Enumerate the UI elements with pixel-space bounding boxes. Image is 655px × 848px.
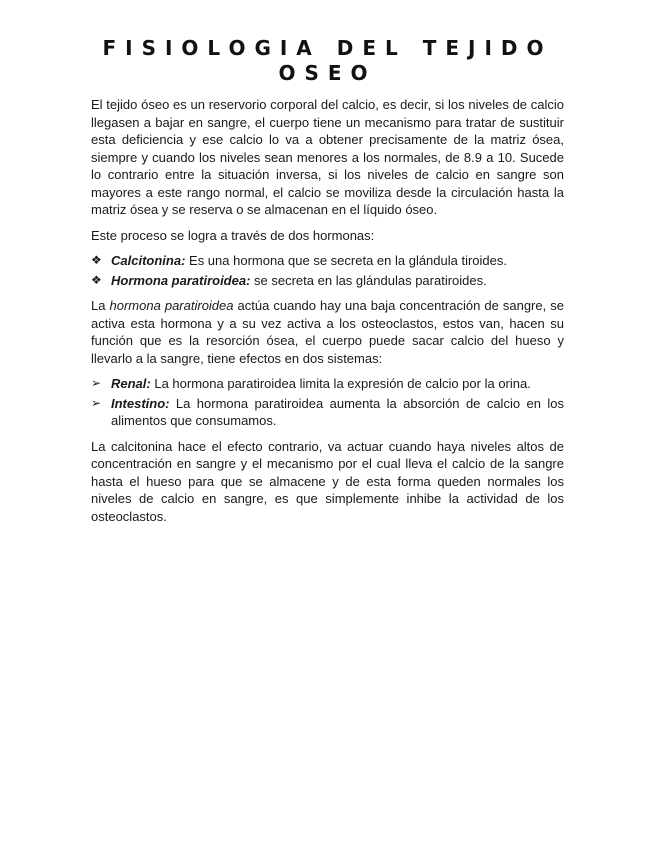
diamond-bullet-icon: ❖	[91, 253, 102, 267]
pth-lead: La	[91, 298, 110, 313]
system-description: La hormona paratiroidea aumenta la absorción de calcio en los alimentos que consumamos.	[111, 395, 564, 428]
list-item	[91, 375, 564, 393]
hormone-description: Es una hormona que se secreta en la glándula tiroides.	[185, 253, 507, 268]
hormone-term: Calcitonina:	[111, 253, 186, 268]
pth-emphasis: hormona paratiroidea	[109, 298, 234, 313]
arrow-bullet-icon: ➢	[91, 395, 102, 410]
list-item	[91, 272, 564, 290]
systems-list	[91, 375, 564, 430]
page-title: FISIOLOGIA DEL TEJIDO OSEO	[102, 36, 553, 85]
arrow-bullet-icon: ➢	[91, 376, 102, 390]
system-term: Intestino:	[111, 395, 170, 411]
list-item	[91, 395, 564, 430]
hormone-description: se secreta en las glándulas paratiroides.	[250, 272, 487, 288]
system-term: Renal:	[111, 376, 151, 391]
hormones-intro: Este proceso se logra a través de dos hormonas:	[91, 227, 375, 243]
pth-paragraph	[91, 297, 564, 367]
hormone-term: Hormona paratiroidea:	[111, 272, 251, 288]
calcitonin-paragraph: La calcitonina hace el efecto contrario, va actuar cuando haya niveles altos de concentración en sangre y el mecanismo por el cual lleva el calcio de la sangre hasta el hueso para que se almacene y de esta forma queden normales los niveles de calcio en sangre, es que simplemente inhibe la actividad de los osteoclastos.	[91, 438, 564, 524]
system-description: La hormona paratiroidea limita la expresión de calcio por la orina.	[150, 376, 531, 391]
hormone-list	[91, 252, 564, 289]
list-item	[91, 252, 564, 270]
diamond-bullet-icon: ❖	[91, 272, 102, 287]
pth-rest: actúa cuando hay una baja concentración de sangre, se activa esta hormona y a su vez activa a los osteoclastos, estos van, hacen su función que es la resorción ósea, el cuerpo puede sacar calcio del hueso y llevarlo a la sangre, tiene efectos en dos sistemas:	[91, 298, 564, 366]
intro-paragraph: El tejido óseo es un reservorio corporal del calcio, es decir, si los niveles de calcio llegasen a bajar en sangre, el cuerpo tiene un mecanismo para tratar de sustituir esta deficiencia y ese calcio lo va a obtener precisamente de la matriz ósea, siempre y cuando los niveles sean menores a los normales, de 8.9 a 10. Sucede lo contrario entre la situación inversa, si los niveles de calcio en sangre son mayores a este rango normal, el calcio se moviliza desde la circulación hasta la matriz ósea y se reserva o se almacenan en el líquido óseo.	[91, 97, 564, 217]
